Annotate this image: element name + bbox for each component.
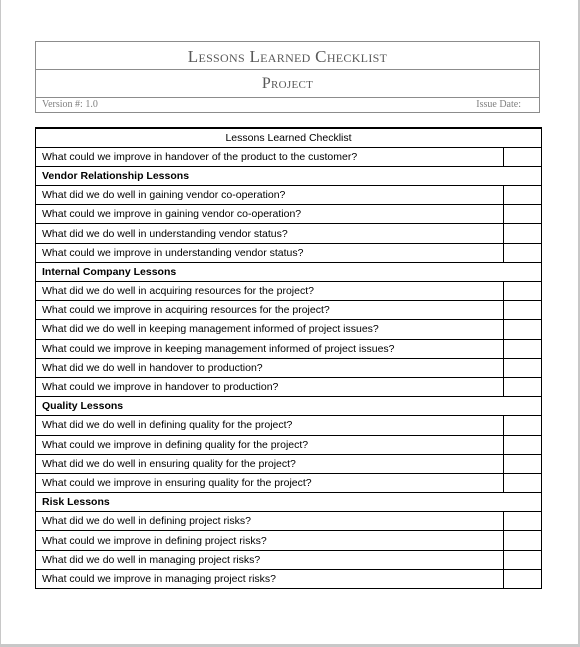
checklist-answer-cell[interactable] — [504, 243, 542, 262]
checklist-question-row — [36, 243, 542, 262]
document-header — [35, 41, 540, 113]
checklist-question-row — [36, 473, 542, 492]
checklist-question-row — [36, 416, 542, 435]
checklist-title: Lessons Learned Checklist — [36, 128, 542, 147]
checklist-answer-cell[interactable] — [504, 435, 542, 454]
checklist-question: What did we do well in defining project risks? — [36, 512, 504, 531]
section-header: Internal Company Lessons — [36, 262, 542, 281]
version-label: Version #: 1.0 — [42, 99, 98, 110]
checklist-question: What could we improve in defining quality for the project? — [36, 435, 504, 454]
checklist-question-row — [36, 454, 542, 473]
checklist-question-row — [36, 377, 542, 396]
section-header-row — [36, 397, 542, 416]
checklist-question: What did we do well in acquiring resources for the project? — [36, 282, 504, 301]
checklist-answer-cell[interactable] — [504, 454, 542, 473]
project-label: Project — [36, 70, 539, 98]
checklist-table — [35, 127, 542, 589]
issue-date-label: Issue Date: — [476, 99, 521, 110]
checklist-answer-cell[interactable] — [504, 339, 542, 358]
page-edge-left — [0, 0, 1, 647]
checklist-answer-cell[interactable] — [504, 224, 542, 243]
checklist-question-row — [36, 358, 542, 377]
checklist-question-row — [36, 320, 542, 339]
checklist-question: What did we do well in managing project risks? — [36, 550, 504, 569]
checklist-question: What could we improve in understanding vendor status? — [36, 243, 504, 262]
document-title: Lessons Learned Checklist — [36, 42, 539, 70]
checklist-title-row — [36, 128, 542, 147]
checklist-question: What could we improve in gaining vendor co-operation? — [36, 205, 504, 224]
checklist-question: What did we do well in keeping management informed of project issues? — [36, 320, 504, 339]
checklist-question: What could we improve in ensuring quality for the project? — [36, 473, 504, 492]
checklist-question: What could we improve in managing project risks? — [36, 569, 504, 588]
checklist-question-row — [36, 147, 542, 166]
checklist-answer-cell[interactable] — [504, 473, 542, 492]
checklist-answer-cell[interactable] — [504, 377, 542, 396]
checklist-answer-cell[interactable] — [504, 186, 542, 205]
checklist-question: What could we improve in keeping management informed of project issues? — [36, 339, 504, 358]
checklist-question-row — [36, 224, 542, 243]
checklist-question-row — [36, 531, 542, 550]
checklist-question-row — [36, 301, 542, 320]
checklist-answer-cell[interactable] — [504, 531, 542, 550]
checklist-answer-cell[interactable] — [504, 282, 542, 301]
header-meta — [36, 98, 539, 113]
checklist-question-row — [36, 569, 542, 588]
checklist-question-row — [36, 512, 542, 531]
checklist-answer-cell[interactable] — [504, 205, 542, 224]
section-header-row — [36, 262, 542, 281]
checklist-answer-cell[interactable] — [504, 416, 542, 435]
checklist-answer-cell[interactable] — [504, 358, 542, 377]
checklist-answer-cell[interactable] — [504, 512, 542, 531]
checklist-answer-cell[interactable] — [504, 301, 542, 320]
checklist-question: What did we do well in defining quality for the project? — [36, 416, 504, 435]
checklist-question-row — [36, 205, 542, 224]
checklist-question-row — [36, 282, 542, 301]
section-header-row — [36, 493, 542, 512]
section-header: Risk Lessons — [36, 493, 542, 512]
checklist-question-row — [36, 550, 542, 569]
checklist-question-row — [36, 186, 542, 205]
checklist-question-row — [36, 435, 542, 454]
section-header-row — [36, 166, 542, 185]
checklist-question: What did we do well in ensuring quality for the project? — [36, 454, 504, 473]
checklist-question: What did we do well in understanding vendor status? — [36, 224, 504, 243]
checklist-answer-cell[interactable] — [504, 147, 542, 166]
checklist-answer-cell[interactable] — [504, 569, 542, 588]
checklist-answer-cell[interactable] — [504, 320, 542, 339]
checklist-answer-cell[interactable] — [504, 550, 542, 569]
checklist-question: What could we improve in acquiring resources for the project? — [36, 301, 504, 320]
checklist-question: What did we do well in handover to production? — [36, 358, 504, 377]
section-header: Vendor Relationship Lessons — [36, 166, 542, 185]
checklist-question: What could we improve in defining project risks? — [36, 531, 504, 550]
checklist-question-row — [36, 339, 542, 358]
checklist-question: What did we do well in gaining vendor co-operation? — [36, 186, 504, 205]
section-header: Quality Lessons — [36, 397, 542, 416]
checklist-question: What could we improve in handover to production? — [36, 377, 504, 396]
checklist-question: What could we improve in handover of the product to the customer? — [36, 147, 504, 166]
